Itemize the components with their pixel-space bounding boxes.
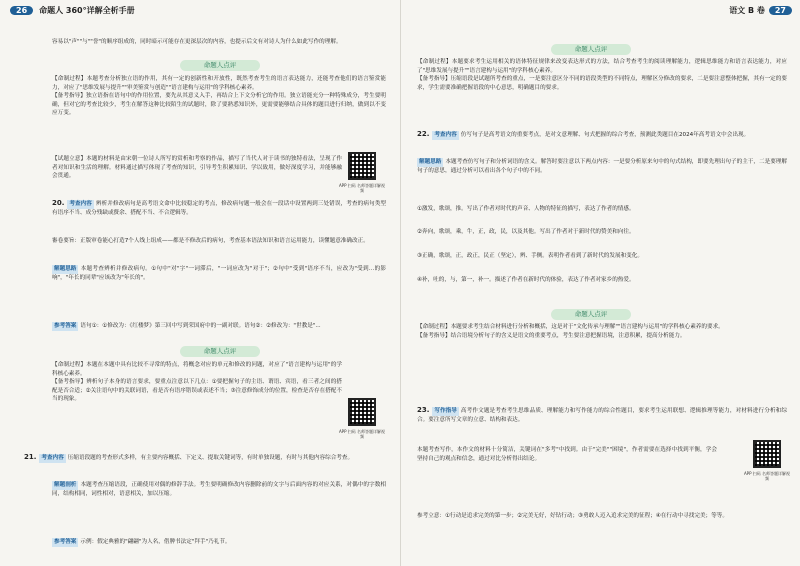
q22-analysis xyxy=(417,158,787,202)
q20-answer-text: 语句①：①修改为：《红楼梦》第三回中写到荣国府中的一副对联。语句②：②修改为："世教是"... xyxy=(80,323,321,329)
right-page xyxy=(400,0,800,566)
q22-answer-4: ④补，吐的，与，第一，补一。描述了作者在新时代的体验，表达了作者对家乡的热爱。 xyxy=(417,277,635,283)
q22-analysis-tag: 解题思路 xyxy=(419,159,442,165)
q22-answer-3: ③正确，歌颂，正，政正，民正（坚定），辨、手侧。表明作者看到了新时代的发展和变化。 xyxy=(417,253,643,259)
qr-code-icon-3[interactable] xyxy=(753,440,781,468)
right-banner1: 命题人点评 xyxy=(551,309,631,320)
q21-question xyxy=(24,453,386,479)
right-block2: 【命制过程】本题要求考生结合材料进行分析和概括，这是对于"文化传承与理解""语言建构与运用"的学科核心素养的要求。 【备考指导】结合语境分析句子的含义是语文的重要考点，考生要注意把握语境，注意积累，提高分析能力。 xyxy=(417,324,724,339)
q20-analysis-text: 本题考查辨析并修改病句。①句中"对"字"一词滞后，"一词应改为"对于"；②句中"受到"语序不当，应改为"受到...的影响"，"年长的同辈"应该改为"年长的"。 xyxy=(52,266,386,281)
q21-answer-text: 示例：假定典雅的"翩翩"为人名，借脾书法定"拜手"乃礼节。 xyxy=(80,539,231,545)
q21-answer-tag: 参考答案 xyxy=(54,539,77,545)
q21-tag: 考查内容 xyxy=(41,455,64,461)
q20-number: 20. xyxy=(52,199,65,207)
left-header xyxy=(10,4,135,18)
q22-analysis-text: 本题考查仿写句子和分析词语的含义。解答时要注意以下两点内容：一是要分析原来句中的句式结构，即要先理出句子的主干，二是要理解句子的意思，通过分析可以看出各个句子中的不同。 xyxy=(417,159,787,174)
q20-answer xyxy=(52,322,386,342)
q20-p2: 審卷要旨：正版审卷能心打造7个人线上组成——都是不修改后的病句，考查基本语法知识和语言运用能力，读懂题意准确改正。 xyxy=(52,238,369,244)
q21-analysis-text: 本题考查压缩语段，正确使用对偶的修辞手法。考生要明确修改内容删除前的文字与后面内容的对应关系，对偶中的字数相同，结构相同，词性相对，语意相关，加以压缩。 xyxy=(52,482,386,497)
q23-question xyxy=(417,406,787,442)
left-header-title: 命题人 360°详解全析手册 xyxy=(39,6,135,15)
q22-text: 仿写句子是高考语文的重要考点，是对文意理解、句式把握的综合考查，预测此类题目在2024年高考语文中会出现。 xyxy=(460,132,750,138)
qr-caption: APP 扫码 名师答题详解视频 xyxy=(338,183,386,193)
q21-analysis-tag: 解题剖析 xyxy=(54,482,77,488)
q20-analysis xyxy=(52,265,386,319)
q20-text: 辨析并修改病句是高考语文命中比较稳定的考点，修改病句题一般会在一段话中设置两到三处错误，考查的病句类型有语序不当、成分残缺或赘余、搭配不当、不合逻辑等。 xyxy=(52,201,386,216)
q22-number: 22. xyxy=(417,130,430,138)
q21-answer xyxy=(52,538,386,556)
q20-answer-tag: 参考答案 xyxy=(54,323,77,329)
q20-tag: 考查内容 xyxy=(69,201,92,207)
q23-p2: 本题考查写作，本作文的材料十分简洁，关键词在"多考"中找到。由于"完美""困境"，作者需要在选择中找到平衡，学会坚持自己的观点和信念，通过对比分析得出结论。 xyxy=(417,447,717,462)
q20-question xyxy=(52,199,386,235)
right-header xyxy=(729,4,792,18)
qr-caption-3: APP 扫码 名师答题详解视频 xyxy=(743,471,791,481)
right-page-number: 27 xyxy=(769,6,792,15)
q23-p3: 参考立意：①行动是追求完美的第一步；②完美无好，好钻行动；③勇敢人迈入追求完美的征程；④在行动中寻找完美；等等。 xyxy=(417,513,728,519)
left-block2: 【命制过程】本题考查分析独立语的作用，其有一定的创新性和开放性，既然考查考生的语言表达能力，还能考查他们的语言鉴赏能力，对应了"思维发展与提升""审美鉴赏与创造""语言建构与运用"的学科核心素养。 【备考指导】独立语指在语句中的作用位置，要先从其意义入手，再结合上下文分析它的作用。独立语能充分一种特殊成分，考生要明确，但对它的考查比较少，考生在解答这种比较陌生的试题时，除了要熟悉知识外，更需要能够结合具体的题目进行归纳，做到以不变应万变。 xyxy=(52,76,386,117)
left-banner1: 命题人点评 xyxy=(180,60,260,71)
left-block4: 【命制过程】本题在本题中具有比较不寻常的特点，将概念对应的单元和修改的问题，对应了"语言建构与运用"的学科核心素养。 【备考指导】辨析句子本身的语言要求，要重点注意以下几点：①要把握句子的主语、谓语、宾语，看三者之间的搭配是否合适；②关注语句中的关联词语，看是否有语序错误或表述不当；③注意修饰成分的位置，检查是否存在搭配不当的现象。 xyxy=(52,362,342,403)
right-banner0: 命题人点评 xyxy=(551,44,631,55)
q22-answer-1: ①激发，歌颂，推。写出了作者对时代的声音、人物的特征的描写，表达了作者的情感。 xyxy=(417,206,635,212)
qr-caption-2: APP 扫码 名师答题详解视频 xyxy=(338,429,386,439)
left-page-number: 26 xyxy=(10,6,33,15)
left-block3: 【试题立意】本题的材料是由宋朝一位诗人所写的赏析和考察的作品，描写了当代人对于读书的独特看法，呈现了作者对知识和生活的理解。材料通过描写体现了考查的知识，引导考生积累知识、学以致用，做好深度学习，并能够融会贯通。 xyxy=(52,156,342,180)
q21-number: 21. xyxy=(24,453,37,461)
q23-number: 23. xyxy=(417,406,430,414)
left-block1: 容易以"声""与""誉"的顺序组成的，同时暗示可能存在更深层次的内容，也提示后文有对诗人为什么如此写作的理解。 xyxy=(52,39,342,45)
q22-question xyxy=(417,130,787,156)
q23-tag: 写作指导 xyxy=(434,408,457,414)
q22-answer-2: ②奔向，歌颂，乘，牛，正，政，民，以及其他。写出了作者对于新时代的赞美和向往。 xyxy=(417,229,635,235)
qr-code-icon[interactable] xyxy=(348,152,376,180)
q21-analysis xyxy=(52,481,386,535)
right-block1: 【命制过程】本题要求考生运用相关的语体特征规律来改变表达形式的方法，结合考查考生的阅读理解能力，逻辑思维能力和语言表达能力，对应了"思维发展与提升""语言建构与运用"的学科核心素养。 【备考指导】压缩语段是试题所考查的重点，一是要注意区分不同的语段类型的不同特点，理解区分修改的要求，二是要注意整体把握，其有一定的要求，学生需要准确把握语段的中心意思，明确题目的要求。 xyxy=(417,59,787,91)
q23-text: 高考作文题是考查考生思维品质、理解能力和写作能力的综合性题目，要求考生运用联想、逻辑推理等能力，对材料进行分析和综合。要注意所写文章的立意、结构和表达。 xyxy=(417,408,787,423)
left-banner2: 命题人点评 xyxy=(180,346,260,357)
q20-analysis-tag: 解题思路 xyxy=(54,266,77,272)
qr-code-icon-2[interactable] xyxy=(348,398,376,426)
right-header-title: 语文 B 卷 xyxy=(729,6,765,15)
q22-tag: 考查内容 xyxy=(434,132,457,138)
q21-text: 压缩语段题的考查形式多样，有主要内容概括、下定义、提取关键词等，有时单独设题，有时与其他内容综合考查。 xyxy=(67,455,354,461)
